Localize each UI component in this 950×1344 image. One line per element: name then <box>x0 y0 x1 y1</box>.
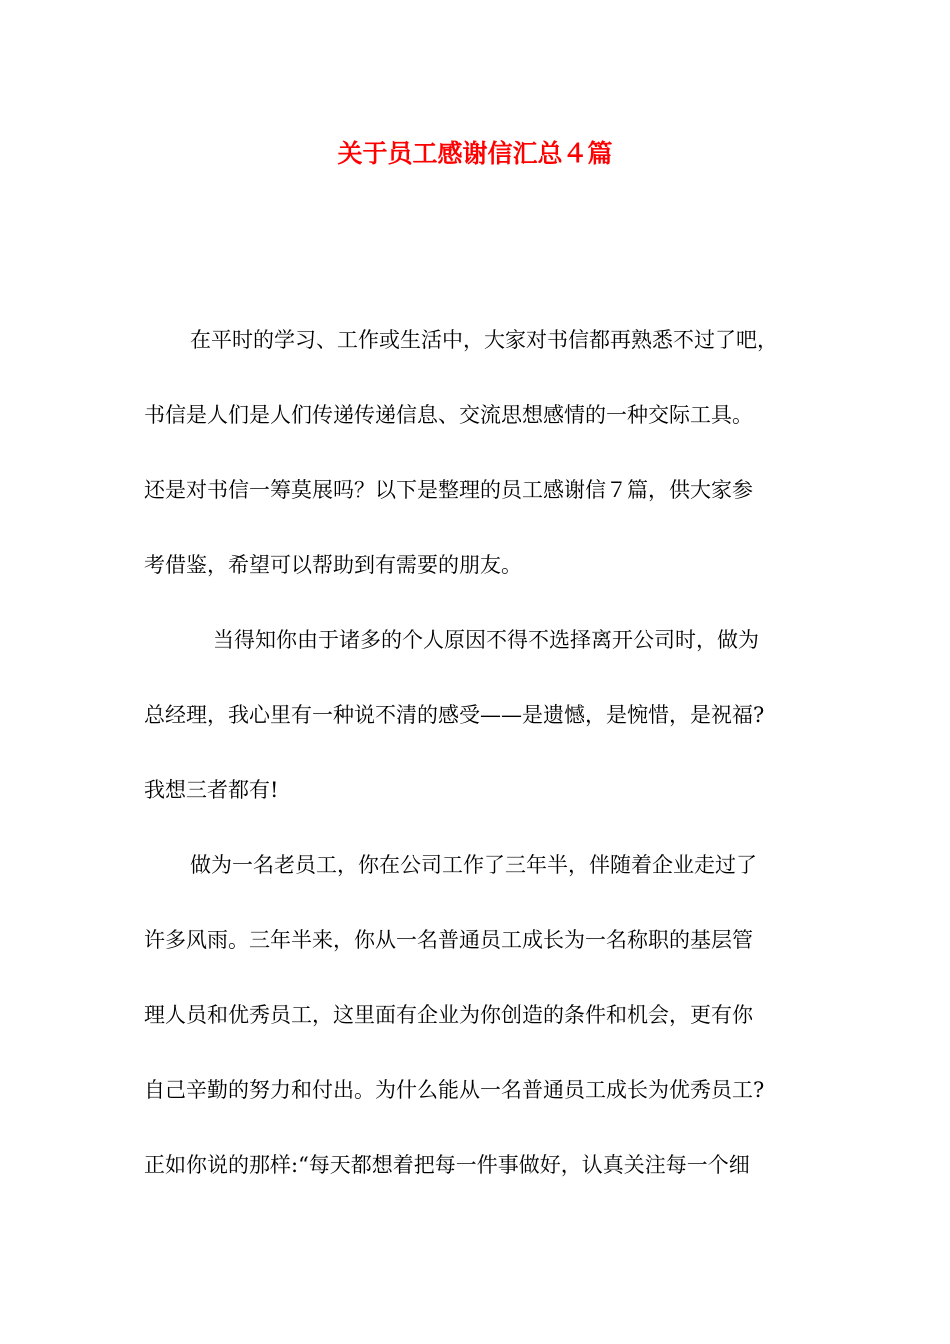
paragraph-line: 我想三者都有! <box>144 778 279 802</box>
paragraph-line: 正如你说的那样:“每天都想着把每一件事做好，认真关注每一个细 <box>144 1153 750 1177</box>
paragraph-line: 许多风雨。三年半来，你从一名普通员工成长为一名称职的基层管 <box>144 928 753 952</box>
paragraph-line: 考借鉴，希望可以帮助到有需要的朋友。 <box>144 553 522 577</box>
paragraph-line: 在平时的学习、工作或生活中，大家对书信都再熟悉不过了吧， <box>190 328 778 352</box>
document-title: 关于员工感谢信汇总４篇 <box>337 139 613 168</box>
paragraph-line: 总经理，我心里有一种说不清的感受——是遗憾，是惋惜，是祝福? <box>144 703 765 727</box>
paragraph-line: 还是对书信一筹莫展吗？以下是整理的员工感谢信７篇，供大家参 <box>144 478 753 502</box>
paragraph-line: 当得知你由于诸多的个人原因不得不选择离开公司时，做为 <box>213 628 759 652</box>
paragraph-line: 书信是人们是人们传递传递信息、交流思想感情的一种交际工具。 <box>144 403 753 427</box>
paragraph-line: 做为一名老员工，你在公司工作了三年半，伴随着企业走过了 <box>190 853 757 877</box>
paragraph-line: 自己辛勤的努力和付出。为什么能从一名普通员工成长为优秀员工? <box>144 1078 765 1102</box>
paragraph-line: 理人员和优秀员工，这里面有企业为你创造的条件和机会，更有你 <box>144 1003 753 1027</box>
